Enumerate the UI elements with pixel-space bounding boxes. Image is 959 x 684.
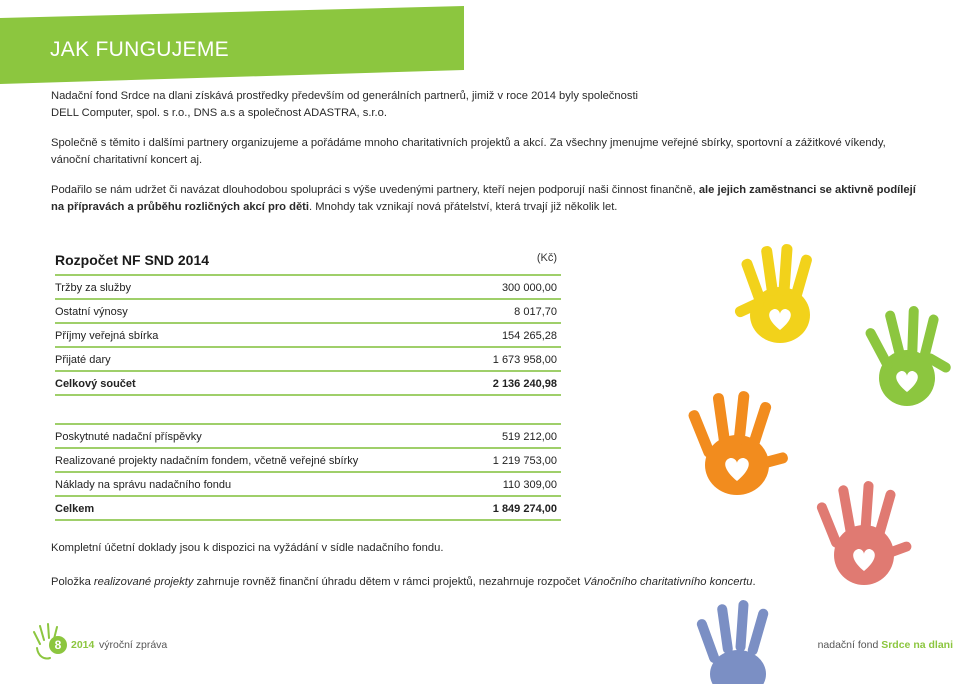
footer-brand: Srdce na dlani [881, 639, 953, 651]
header-banner [0, 0, 464, 84]
row-value: 1 219 753,00 [492, 455, 557, 467]
table-row [55, 449, 561, 473]
note-text: Položka [51, 576, 94, 588]
total-value: 1 849 274,00 [492, 503, 557, 515]
yellow-hand-icon [730, 240, 830, 350]
table-row [55, 473, 561, 497]
row-label: Ostatní výnosy [55, 306, 128, 318]
budget-header [55, 247, 561, 276]
row-label: Realizované projekty nadačním fondem, včetně veřejné sbírky [55, 455, 359, 467]
row-label: Poskytnuté nadační příspěvky [55, 431, 202, 443]
budget-table [55, 247, 561, 521]
row-label: Náklady na správu nadačního fondu [55, 479, 232, 491]
row-value: 519 212,00 [501, 431, 557, 443]
footer-year: 2014 [71, 639, 95, 651]
intro-paragraph-2: Společně s těmito i dalšími partnery organizujeme a pořádáme mnoho charitativních projektů a akcí. Za všechny jmenujme veřejné sbírky, sportovní a zážitkové víkendy, vánoční charitativní koncert aj. [51, 137, 886, 166]
note-italic: realizované projekty [93, 576, 194, 588]
table-row [55, 425, 561, 449]
footer-org [818, 639, 953, 651]
table-row [55, 276, 561, 300]
orange-hand-icon [682, 385, 792, 505]
table-spacer [55, 396, 561, 425]
expenses-total-row [55, 497, 561, 521]
budget-title: Rozpočet NF SND 2014 [55, 252, 210, 268]
intro-p3-text-c: . Mnohdy tak vznikají nová přátelství, která trvají již několik let. [309, 201, 618, 213]
intro-p3-text-a: Podařilo se nám udržet či navázat dlouhodobou spolupráci s výše uvedenými partnery, kteří nejen podporují naši činnost finančně, [51, 184, 699, 196]
table-row [55, 348, 561, 372]
note-text: . [752, 576, 756, 588]
blue-hand-icon [693, 598, 783, 684]
total-label: Celkový součet [55, 378, 136, 390]
page-number: 8 [49, 636, 67, 654]
page-title: JAK FUNGUJEME [50, 38, 229, 61]
footer-report-label: výroční zpráva [99, 639, 168, 651]
table-row [55, 324, 561, 348]
note-text: zahrnuje rovněž finanční úhradu dětem v rámci projektů, nezahrnuje rozpočet [193, 576, 584, 588]
table-row [55, 300, 561, 324]
note-italic: Vánočního charitativního koncertu [583, 576, 753, 588]
green-hand-icon [862, 300, 957, 415]
row-value: 1 673 958,00 [492, 354, 557, 366]
budget-unit: (Kč) [536, 252, 557, 264]
red-hand-icon [812, 475, 917, 595]
row-value: 110 309,00 [502, 479, 557, 491]
row-value: 154 265,28 [501, 330, 557, 342]
note-documents: Kompletní účetní doklady jsou k dispozici na vyžádání v sídle nadačního fondu. [51, 542, 444, 554]
note-projects [51, 576, 756, 588]
intro-paragraph-3 [51, 182, 921, 216]
intro-paragraph-1: Nadační fond Srdce na dlani získává prostředky především od generálních partnerů, jimiž v roce 2014 byly společnosti DELL Computer, spol. s r.o., DNS a.s a společnost ADASTRA, s.r.o. [51, 90, 639, 119]
footer-org-label: nadační fond [817, 639, 879, 651]
intro-p3-bold: ale jejich zaměstnanci se aktivně podílejí na přípravách a průběhu rozličných akcí pro děti [51, 184, 916, 213]
row-label: Příjmy veřejná sbírka [55, 330, 159, 342]
income-total-row [55, 372, 561, 396]
row-label: Tržby za služby [55, 282, 132, 294]
row-value: 300 000,00 [501, 282, 557, 294]
total-value: 2 136 240,98 [492, 378, 557, 390]
total-label: Celkem [55, 503, 95, 515]
row-value: 8 017,70 [514, 306, 557, 318]
row-label: Přijaté dary [55, 354, 111, 366]
